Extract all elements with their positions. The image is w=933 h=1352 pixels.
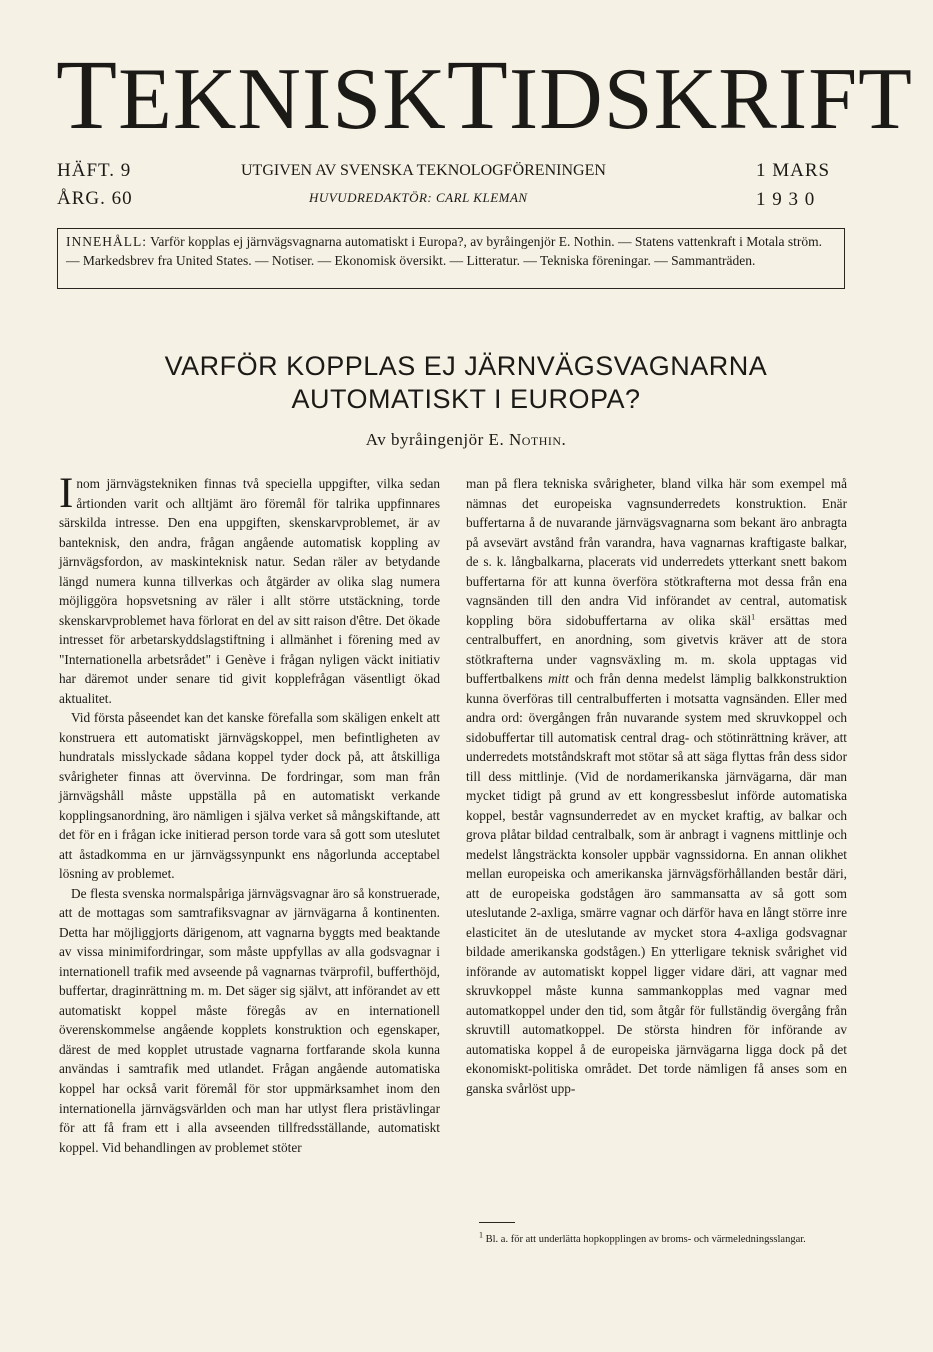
toc-label: INNEHÅLL: xyxy=(66,234,147,249)
paragraph: man på flera tekniska svårigheter, bland vilka här som exempel må nämnas det europeiska vagnsunderredets konstruktion. Enär buffertarna å de nuvarande järnvägsvagnarna som bekant äro anbragta på avsevärt avstånd från varandra, hava vagnarnas kraftigaste balkar, de s. k. långbalkarna, placerats vid underredets ytterkant snett bakom buffertarna för att kunna överföra stötkrafterna mot dessa från ena vagnsänden till den andra Vid införandet av central, automatisk koppling böra sidobuffertarna av olika skäl$^1$ ersättas med centralbuffert, en anordning, som givetvis kräver att de stora stötkrafterna under vagnsväxling m. m. skola upptagas vid buffertbalkens mitt och från denna medelst lämplig balkkonstruktion kunna överföras till centralbufferten i motsatta vagnsänden. Eller med andra ord: övergången från nuvarande system med skruvkoppel och sidobuffertar till automatisk central drag- och stötinrättning kräver, att underredets motståndskraft mot stötar så att säga flyttas från dess sidor till dess mittlinje. (Vid de nordamerikanska järnvägarna, där man mycket tidigt på grund av ett kongressbeslut införde automatiska koppel, består vagnsunderredet av en mycket kraftig, av balkar och grova plåtar bildad centralbalk, som är anbragt i vagnens mittlinje och medelst långsträckta konsoler uppbär vagnssidorna. En annan olikhet mellan europeiska och amerikanska järnvägsförhållanden består däri, att de europeiska godstågen äro sammansatta av så gott som uteslutande 2-axliga, smärre vagnar och därför hava en långt större inre elasticitet än de uteslutande av mycket stora 4-axliga godsvagnar bildade amerikanska godstågen.) En ytterligare teknisk svårighet vid införande av automatiskt koppel ligger vidare däri, att vagnar med skruvkoppel måste kunna sammankopplas med vagnar med automatkoppel under den tid, som åtgår för fullständig övergång från skruvtill automatkoppel. De största hindren för införande av automatiska koppel å de europeiska järnvägarna ligga dock på det ekonomiskt-politiska området. Det torde nämligen få anses som en ganska svårlöst upp- xyxy=(466,476,847,1096)
issue-date: 1 MARS xyxy=(756,160,831,181)
masthead-t1: T xyxy=(56,39,119,150)
publisher-line: UTGIVEN AV SVENSKA TEKNOLOGFÖRENINGEN xyxy=(241,162,606,179)
masthead-t2: T xyxy=(446,39,509,150)
volume-year: ÅRG. 60 xyxy=(57,188,133,209)
toc-text: Varför kopplas ej järnvägsvagnarna automatiskt i Europa?, av byråingenjör E. Nothin. — Statens vattenkraft i Motala ström. — Markedsbrev fra United States. — Notiser. — Ekonomisk översikt. — Litteratur. — Tekniska föreningar. — Sammanträden. xyxy=(66,234,822,268)
drop-cap: I xyxy=(59,470,74,517)
article-byline xyxy=(56,430,876,450)
issue-year: 1 9 3 0 xyxy=(756,189,816,210)
byline-prefix: Av byråingenjör E. xyxy=(365,430,505,449)
editor-line: HUVUDREDAKTÖR: CARL KLEMAN xyxy=(309,190,528,205)
footnote-ref: 1 xyxy=(751,612,756,622)
byline-name: Nothin. xyxy=(508,430,567,449)
masthead-word1: EKNISK xyxy=(118,51,447,148)
body-column-left xyxy=(59,470,440,1157)
article-title-line1: VARFÖR KOPPLAS EJ JÄRNVÄGSVAGNARNA xyxy=(164,351,768,381)
paragraph: Vid första påseendet kan det kanske förefalla som skäligen enkelt att konstruera ett automatiskt järnvägskoppel, men befintligheten av hundratals misslyckade sådana koppel tyder dock på, att åtskilliga svårigheter finnas att övervinna. De fordringar, som man från järnvägshåll måste uppställa på en automatiskt verkande kopplingsanordning, äro nämligen i själva verket så mångskiftande, att det för en i frågan icke initierad person torde vara så gott som uteslutet att åstadkomma en ur järnvägssynpunkt ens någorlunda acceptabel lösning av problemet. xyxy=(59,710,440,882)
footnote: $^1$ Bl. a. för att underlätta hopkopplingen av broms- och värmeledningsslangar. xyxy=(479,1230,806,1245)
issue-number: HÄFT. 9 xyxy=(57,160,132,181)
paragraph: De flesta svenska normalspåriga järnvägsvagnar äro så konstruerade, att de mottagas som samtrafiksvagnar av järnvägarna å kontinenten. Detta har möjliggjorts därigenom, att vagnarna byggts med beaktande av vissa minimifordringar, som måste uppfyllas av alla godsvagnar i internationell trafik med avseende på vagnarnas tvärprofil, bufferthöjd, buffertar, draginrättning m. m. Det säger sig självt, att införandet av ett automatiskt koppel måste föregås av en internationell överenskommelse angående kopplets konstruktion och egenskaper, därest de med kopplet utrustade vagnarna fortfarande skola kunna användas i samtrafik med utlandet. Frågan angående automatiska koppel har också varit föremål för stor uppmärksamhet inom den internationella järnvägsvärlden och man har utlyst flera pristävlingar för att få fram ett i alla avseenden tillfredsställande, automatiskt koppel. Vid behandlingen av problemet stöter xyxy=(59,885,440,1155)
article-title-line2: AUTOMATISKT I EUROPA? xyxy=(291,384,641,414)
footnote-divider xyxy=(479,1222,515,1223)
table-of-contents xyxy=(57,228,845,289)
masthead-title xyxy=(56,39,913,150)
paragraph: Inom järnvägstekniken finnas två speciella uppgifter, vilka sedan årtionden varit och alltjämt äro föremål för talrika uppfinnares särskilda intresse. Den ena uppgiften, skenskarvproblemet, är av banteknisk, den andra, frågan angående automatisk koppling av järnvägsfordon, av maskinteknisk natur. Sedan räler av betydande längd numera kunna tillverkas och åtgärder av olika slag numera möjliggöra hopsvetsning av räler i allt större utstäckning, torde skenskarvproblemet hava förlorat en del av sitt raison d'être. Det ökade intresset för arbetarskyddslagstiftning i allmänhet i förening med av "Internationella arbetsrådet" i Genève i frågan nyligen väckt initiativ har däremot under senare tid givit kopplefrågan väsentligt ökad aktualitet. xyxy=(59,470,440,706)
body-column-right xyxy=(466,474,847,1099)
article-title xyxy=(56,350,876,416)
masthead-word2: IDSKRIFT xyxy=(508,51,913,148)
